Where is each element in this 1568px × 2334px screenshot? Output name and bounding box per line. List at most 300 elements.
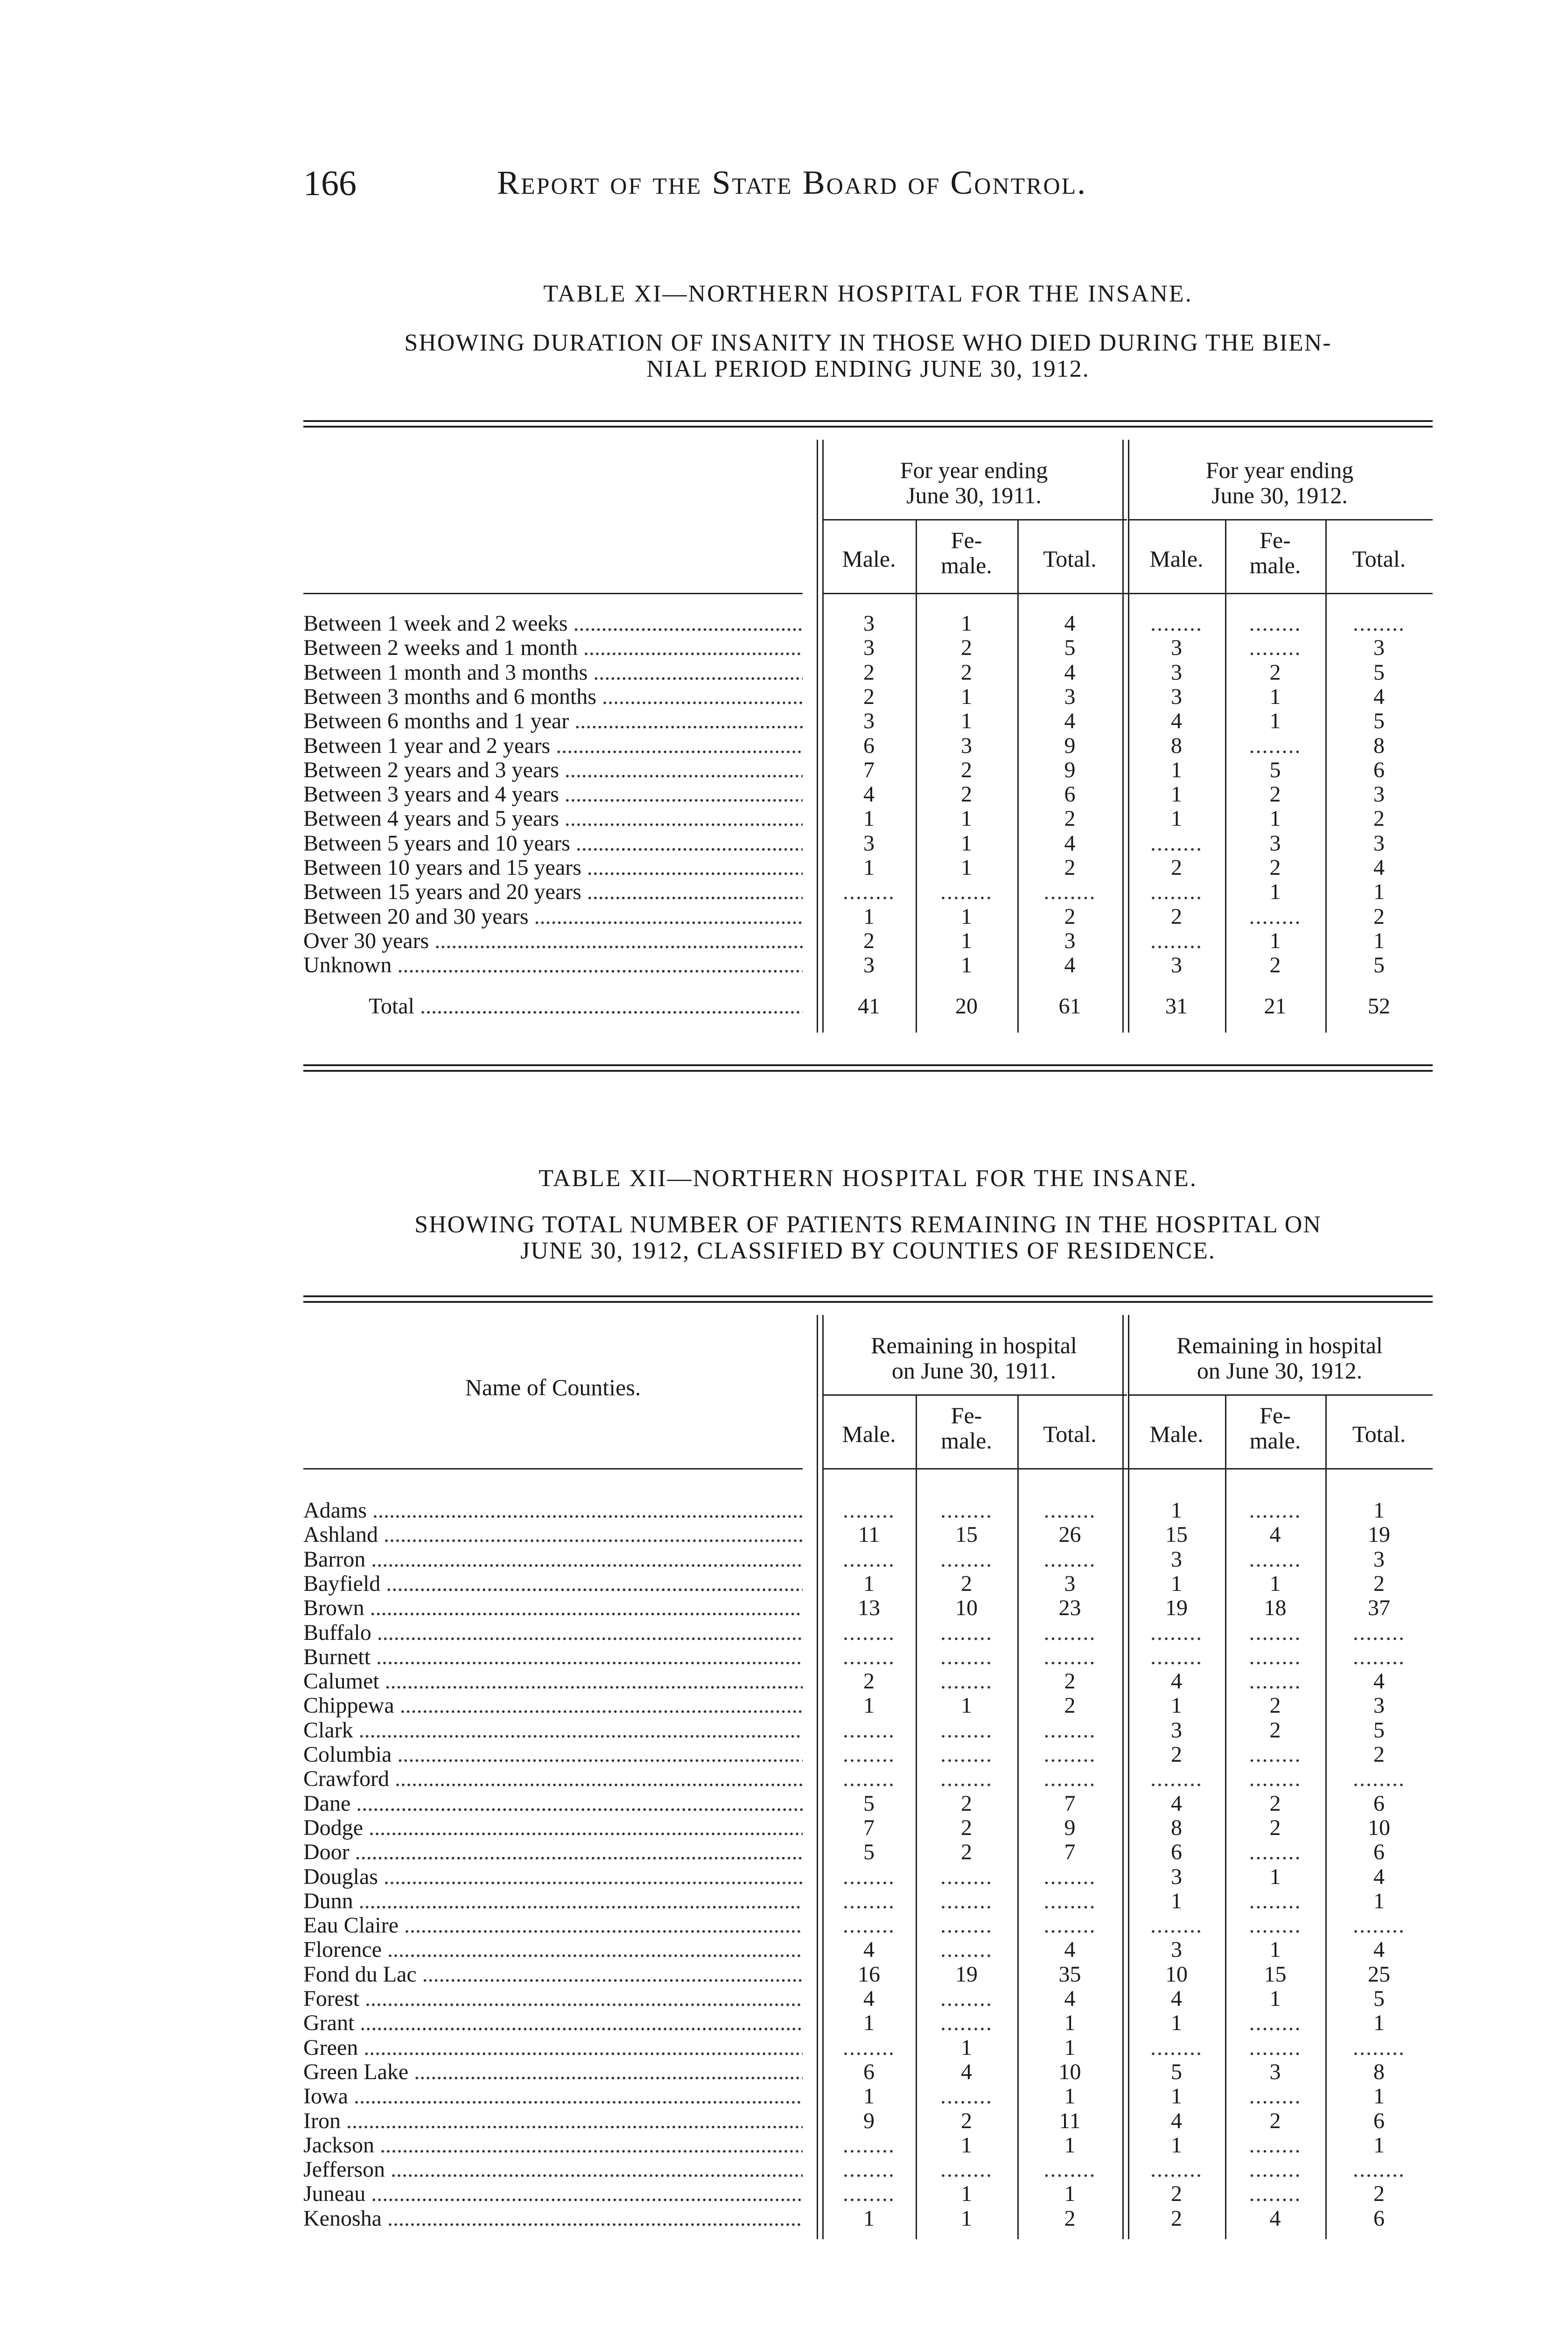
table-cell: 2 [1269, 953, 1281, 978]
col-head-line: male. [941, 552, 992, 578]
row-label [303, 2182, 803, 2206]
table-cell: 23 [1058, 1596, 1081, 1621]
table11-subtitle-2: NIAL PERIOD ENDING JUNE 30, 1912. [646, 356, 1090, 382]
table-row [303, 685, 1433, 710]
table-cell: 19 [1368, 1522, 1390, 1547]
row-label-text: Between 5 years and 10 years [303, 831, 570, 856]
table-cell [1225, 2182, 1325, 2206]
table-row [303, 2158, 1433, 2182]
table11-col-male-1911: Male. [842, 546, 896, 572]
row-label [303, 1645, 803, 1669]
row-label [303, 1840, 803, 1864]
table-cell: 3 [1171, 953, 1182, 978]
row-label [303, 1621, 803, 1645]
table-cell [822, 880, 916, 904]
table-cell: 20 [955, 993, 978, 1019]
table-cell: 25 [1368, 1961, 1390, 1987]
table-cell [1128, 1913, 1225, 1938]
table-cell: 1 [1373, 2011, 1385, 2036]
table-cell: 37 [1368, 1596, 1390, 1621]
table-cell [916, 1938, 1017, 1962]
table-cell: 2 [1269, 1791, 1281, 1816]
row-label-text: Total [369, 994, 414, 1019]
table-cell: 5 [1373, 709, 1385, 734]
table-cell [1225, 1621, 1325, 1645]
table-cell: 3 [863, 635, 875, 661]
table11-group1-head [822, 457, 1126, 508]
page-header [303, 163, 1307, 210]
table-cell: 2 [1171, 904, 1182, 929]
row-label [303, 1572, 803, 1596]
table-cell: 61 [1058, 993, 1081, 1019]
table11-group2-rule [1128, 519, 1433, 520]
table11-col-total-1912: Total. [1352, 546, 1406, 572]
table-cell: 8 [1373, 2059, 1385, 2084]
table-cell [822, 2158, 916, 2182]
table-row [303, 782, 1433, 807]
table-cell [822, 1498, 916, 1523]
table-cell: 1 [1373, 1888, 1385, 1913]
table-cell: 1 [1064, 2011, 1076, 2036]
table-cell: 11 [858, 1522, 880, 1547]
row-label-text: Eau Claire [303, 1913, 399, 1938]
table-row [303, 636, 1433, 661]
table-cell: 3 [1171, 1717, 1182, 1743]
table-cell: 1 [961, 904, 972, 929]
table-cell: 4 [1064, 709, 1076, 734]
table12-title: TABLE XII—NORTHERN HOSPITAL FOR THE INSANE. [539, 1165, 1197, 1192]
table-cell: 1 [961, 2035, 972, 2060]
row-label-text: Adams [303, 1498, 367, 1523]
row-label [303, 1718, 803, 1743]
table11-col-total-1911: Total. [1043, 546, 1097, 572]
table-row [303, 2036, 1433, 2060]
table-cell: 4 [1171, 1986, 1182, 2011]
table-cell: 8 [1171, 1815, 1182, 1840]
row-label-text: Kenosha [303, 2206, 382, 2231]
row-label [303, 1987, 803, 2011]
table-cell: 1 [1064, 2084, 1076, 2109]
table-cell: 1 [961, 953, 972, 978]
table-cell: 5 [863, 1840, 875, 1865]
table12-col-male-1911: Male. [842, 1421, 896, 1447]
table-cell: 1 [1269, 709, 1281, 734]
table-cell: 1 [1064, 2132, 1076, 2158]
table-row [303, 1962, 1433, 1987]
row-label-text: Dunn [303, 1889, 353, 1913]
col-head-line: male. [1249, 1427, 1301, 1454]
table-cell: 1 [863, 2011, 875, 2036]
table-cell: 2 [961, 2108, 972, 2133]
total-row [303, 994, 1433, 1019]
group-head-line: on June 30, 1912. [1197, 1357, 1363, 1384]
table-cell [822, 1547, 916, 1572]
table-cell [1017, 2158, 1122, 2182]
table-cell: 2 [961, 1571, 972, 1596]
table-cell: 5 [1171, 2059, 1182, 2084]
table-cell: 1 [961, 709, 972, 734]
row-label [303, 2036, 803, 2060]
table-cell: 6 [1373, 2108, 1385, 2133]
row-label [303, 1498, 803, 1523]
table-cell: 4 [863, 782, 875, 807]
table11-stub-rule [303, 593, 803, 594]
row-label [303, 782, 803, 807]
table-row [303, 1596, 1433, 1621]
row-label-text: Calumet [303, 1669, 379, 1694]
table-cell [1017, 1913, 1122, 1938]
table12-col-female-1911 [916, 1403, 1017, 1453]
row-label [303, 1669, 803, 1694]
table-cell: 1 [1064, 2035, 1076, 2060]
group-head-line: For year ending [900, 457, 1048, 483]
table-cell [1225, 612, 1325, 636]
table-cell: 5 [1373, 953, 1385, 978]
table-cell: 6 [1373, 757, 1385, 782]
row-label [303, 1889, 803, 1913]
table-cell [1017, 1865, 1122, 1889]
row-label-text: Dane [303, 1791, 351, 1816]
table-cell [1225, 2133, 1325, 2158]
table-cell [1017, 1645, 1122, 1669]
table-cell: 4 [1064, 1937, 1076, 1962]
table-cell: 1 [961, 806, 972, 831]
table12-group1-rule [822, 1394, 1127, 1396]
row-label-text: Between 3 years and 4 years [303, 782, 559, 807]
table-cell [1325, 1767, 1433, 1791]
table-cell: 1 [961, 855, 972, 880]
row-label-text: Between 10 years and 15 years [303, 856, 581, 880]
table-row [303, 709, 1433, 734]
table-cell: 9 [863, 2108, 875, 2133]
table-cell: 4 [1373, 1669, 1385, 1694]
table-row [303, 1987, 1433, 2011]
table-cell: 2 [1373, 806, 1385, 831]
table-cell [1225, 1498, 1325, 1523]
table-cell: 15 [955, 1522, 978, 1547]
table-cell [916, 2011, 1017, 2035]
table-cell: 2 [863, 684, 875, 709]
table-cell: 1 [1171, 2084, 1182, 2109]
row-label [303, 953, 803, 977]
table-cell: 2 [1373, 1742, 1385, 1767]
table-row [303, 1792, 1433, 1816]
table11-group2-head [1128, 457, 1431, 508]
table-cell: 18 [1264, 1596, 1287, 1621]
table-cell [1225, 1767, 1325, 1791]
table-cell: 4 [1064, 611, 1076, 636]
table-cell: 1 [863, 1571, 875, 1596]
table-cell: 6 [1373, 2206, 1385, 2231]
table-cell: 2 [1064, 806, 1076, 831]
table-cell: 1 [1064, 2181, 1076, 2207]
table-row [303, 1938, 1433, 1962]
group-head-line: on June 30, 1911. [891, 1357, 1057, 1384]
row-label-text: Ashland [303, 1523, 378, 1547]
table-cell: 15 [1264, 1961, 1287, 1987]
table-row [303, 1523, 1433, 1547]
table-cell [1017, 880, 1122, 904]
row-label [303, 2060, 803, 2084]
table12-subtitle-1: SHOWING TOTAL NUMBER OF PATIENTS REMAINING IN THE HOSPITAL ON [414, 1211, 1322, 1238]
row-label [303, 880, 803, 904]
table-cell [822, 1865, 916, 1889]
table-cell: 7 [1064, 1791, 1076, 1816]
table-cell: 1 [1373, 879, 1385, 905]
row-label [303, 929, 803, 953]
table-cell: 1 [1171, 1888, 1182, 1913]
table-row [303, 2060, 1433, 2085]
table-row [303, 1694, 1433, 1718]
table-cell: 10 [955, 1596, 978, 1621]
table12 [303, 1295, 1433, 2248]
table-cell: 3 [1269, 830, 1281, 856]
row-label [303, 685, 803, 709]
table-cell: 4 [1373, 1937, 1385, 1962]
table-cell [916, 2084, 1017, 2109]
table-cell: 19 [1165, 1596, 1188, 1621]
table-row [303, 2182, 1433, 2207]
table-cell: 1 [1373, 1498, 1385, 1523]
table-cell: 3 [863, 953, 875, 978]
table-cell: 1 [1171, 782, 1182, 807]
table-row [303, 831, 1433, 856]
table-cell [1225, 734, 1325, 758]
table12-caption [303, 1165, 1433, 1264]
row-label [303, 758, 803, 782]
row-label [303, 1694, 803, 1718]
table-cell: 5 [1373, 660, 1385, 685]
row-label [303, 612, 803, 636]
table-cell: 4 [1171, 1791, 1182, 1816]
table-cell: 2 [1171, 1742, 1182, 1767]
table-cell [916, 1621, 1017, 1645]
table-cell: 15 [1165, 1522, 1188, 1547]
row-label-text: Between 1 week and 2 weeks [303, 612, 568, 636]
table-row [303, 661, 1433, 685]
row-label [303, 1792, 803, 1816]
table-cell: 6 [1171, 1840, 1182, 1865]
table-cell [1225, 2158, 1325, 2182]
row-label [303, 1962, 803, 1987]
table-cell: 21 [1264, 993, 1287, 1019]
table-cell [1225, 2036, 1325, 2060]
table-cell [1325, 1913, 1433, 1938]
table-cell: 11 [1059, 2108, 1081, 2133]
row-label [303, 2207, 803, 2231]
row-label [303, 2109, 803, 2133]
table-cell [1017, 1718, 1122, 1743]
col-head-line: male. [1249, 552, 1301, 578]
table-row [303, 734, 1433, 759]
table-cell [1225, 636, 1325, 660]
table-row [303, 1498, 1433, 1523]
table-cell: 2 [1171, 2206, 1182, 2231]
table11-caption [303, 280, 1433, 382]
table-cell [1225, 1547, 1325, 1572]
table-row [303, 953, 1433, 978]
table-row [303, 905, 1433, 929]
row-label [303, 661, 803, 685]
table-cell: 3 [1171, 684, 1182, 709]
table-cell: 3 [1269, 2059, 1281, 2084]
table12-group2-head [1128, 1333, 1431, 1383]
table-cell: 41 [858, 993, 880, 1019]
table-cell [916, 1547, 1017, 1572]
table11-group1-rule [822, 519, 1127, 520]
table11-title: TABLE XI—NORTHERN HOSPITAL FOR THE INSANE. [543, 281, 1193, 307]
table-cell: 2 [1269, 782, 1281, 807]
table-cell: 9 [1064, 1815, 1076, 1840]
table-cell: 1 [1171, 2011, 1182, 2036]
table-cell: 16 [858, 1961, 880, 1987]
row-label-text: Douglas [303, 1864, 378, 1889]
table-cell [916, 1718, 1017, 1743]
table-row [303, 1889, 1433, 1914]
row-label [303, 1767, 803, 1791]
table11-col-female-1912 [1225, 527, 1325, 578]
table-cell: 1 [863, 904, 875, 929]
table-cell [822, 1718, 916, 1743]
table11-col-female-1911 [916, 527, 1017, 578]
row-label-text: Door [303, 1840, 350, 1865]
table-cell: 3 [1373, 635, 1385, 661]
table-cell: 1 [1269, 1864, 1281, 1889]
group-head-line: For year ending [1205, 457, 1354, 483]
page-number: 166 [303, 164, 357, 203]
row-label [303, 905, 803, 929]
row-label [303, 856, 803, 880]
table-cell: 3 [1171, 660, 1182, 685]
table-row [303, 1865, 1433, 1890]
table-cell: 1 [961, 2206, 972, 2231]
table-cell: 2 [961, 757, 972, 782]
table-cell [1128, 1621, 1225, 1645]
table-cell: 4 [1171, 709, 1182, 734]
col-head-line: male. [941, 1427, 992, 1454]
table-cell: 2 [1269, 855, 1281, 880]
group-head-line: Remaining in hospital [871, 1332, 1077, 1358]
row-label-text: Between 6 months and 1 year [303, 709, 569, 734]
table-cell [1225, 1669, 1325, 1694]
table-cell [1225, 905, 1325, 929]
table11-subtitle-1: SHOWING DURATION OF INSANITY IN THOSE WHO DIED DURING THE BIEN- [404, 330, 1332, 356]
table-row [303, 1621, 1433, 1645]
table-cell: 6 [1064, 782, 1076, 807]
row-label-text: Forest [303, 1987, 359, 2011]
table-cell: 4 [863, 1937, 875, 1962]
table-cell [1017, 1743, 1122, 1767]
row-label-text: Bayfield [303, 1571, 381, 1596]
table11-top-rule [303, 420, 1433, 428]
table-cell: 6 [1373, 1840, 1385, 1865]
table-cell [916, 1743, 1017, 1767]
table-cell: 1 [961, 611, 972, 636]
table-cell: 2 [1373, 1571, 1385, 1596]
col-head-line: Fe- [951, 1402, 982, 1428]
table-cell: 1 [863, 2084, 875, 2109]
table-row [303, 1645, 1433, 1670]
table-cell [1128, 880, 1225, 904]
table-cell: 3 [863, 611, 875, 636]
table-cell: 1 [961, 2132, 972, 2158]
table-cell: 2 [1269, 660, 1281, 685]
table-cell [1225, 1840, 1325, 1864]
table-row [303, 2011, 1433, 2036]
row-label [303, 831, 803, 856]
row-label-text: Jackson [303, 2133, 374, 2158]
table-cell: 5 [1373, 1986, 1385, 2011]
row-label [303, 636, 803, 660]
table-cell: 1 [863, 1693, 875, 1718]
row-label-text: Dodge [303, 1815, 363, 1840]
table-cell: 4 [961, 2059, 972, 2084]
table-row [303, 1669, 1433, 1694]
row-label [303, 807, 803, 831]
row-label-text: Over 30 years [303, 928, 429, 953]
table-cell [822, 2182, 916, 2206]
table-cell [1128, 929, 1225, 953]
table-cell: 1 [961, 1693, 972, 1718]
row-label [303, 2011, 803, 2035]
table-cell [916, 1889, 1017, 1913]
table-cell: 6 [1373, 1791, 1385, 1816]
row-label [303, 1816, 803, 1840]
row-label-text: Between 2 years and 3 years [303, 758, 559, 782]
table-cell: 2 [961, 635, 972, 661]
table-cell [822, 2133, 916, 2158]
table12-group2-rule [1128, 1394, 1433, 1396]
table-cell: 9 [1064, 733, 1076, 758]
row-label [303, 1596, 803, 1620]
table-cell [916, 880, 1017, 904]
table12-group1-head [822, 1333, 1126, 1383]
table-cell: 3 [1373, 782, 1385, 807]
table-cell: 1 [961, 684, 972, 709]
table-cell: 3 [1373, 1693, 1385, 1718]
table-cell [1225, 2011, 1325, 2035]
row-label [303, 1913, 803, 1938]
table12-stub-head: Name of Counties. [465, 1374, 641, 1400]
table-cell: 35 [1058, 1961, 1081, 1987]
table-cell: 3 [1171, 1547, 1182, 1572]
table-cell: 8 [1373, 733, 1385, 758]
table-cell: 4 [1373, 855, 1385, 880]
row-label [303, 1743, 803, 1767]
table-cell: 1 [1373, 2132, 1385, 2158]
row-label-text: Between 4 years and 5 years [303, 807, 559, 831]
table12-top-rule [303, 1295, 1433, 1303]
table-cell: 1 [1269, 879, 1281, 905]
row-label-text: Between 20 and 30 years [303, 904, 529, 929]
table-cell: 1 [961, 830, 972, 856]
table-cell: 6 [863, 733, 875, 758]
group-head-line: Remaining in hospital [1176, 1332, 1383, 1358]
table-cell: 1 [1373, 2084, 1385, 2109]
table-row [303, 1743, 1433, 1767]
table-cell: 3 [961, 733, 972, 758]
table-cell: 3 [1171, 1937, 1182, 1962]
table-cell: 2 [1064, 1693, 1076, 1718]
table-cell: 7 [863, 757, 875, 782]
row-label-text: Between 3 months and 6 months [303, 684, 596, 709]
table-cell [1017, 1547, 1122, 1572]
table-cell: 13 [858, 1596, 880, 1621]
table-cell: 2 [961, 1815, 972, 1840]
table-cell: 2 [961, 660, 972, 685]
row-label [303, 2084, 803, 2109]
table-row [303, 2084, 1433, 2109]
